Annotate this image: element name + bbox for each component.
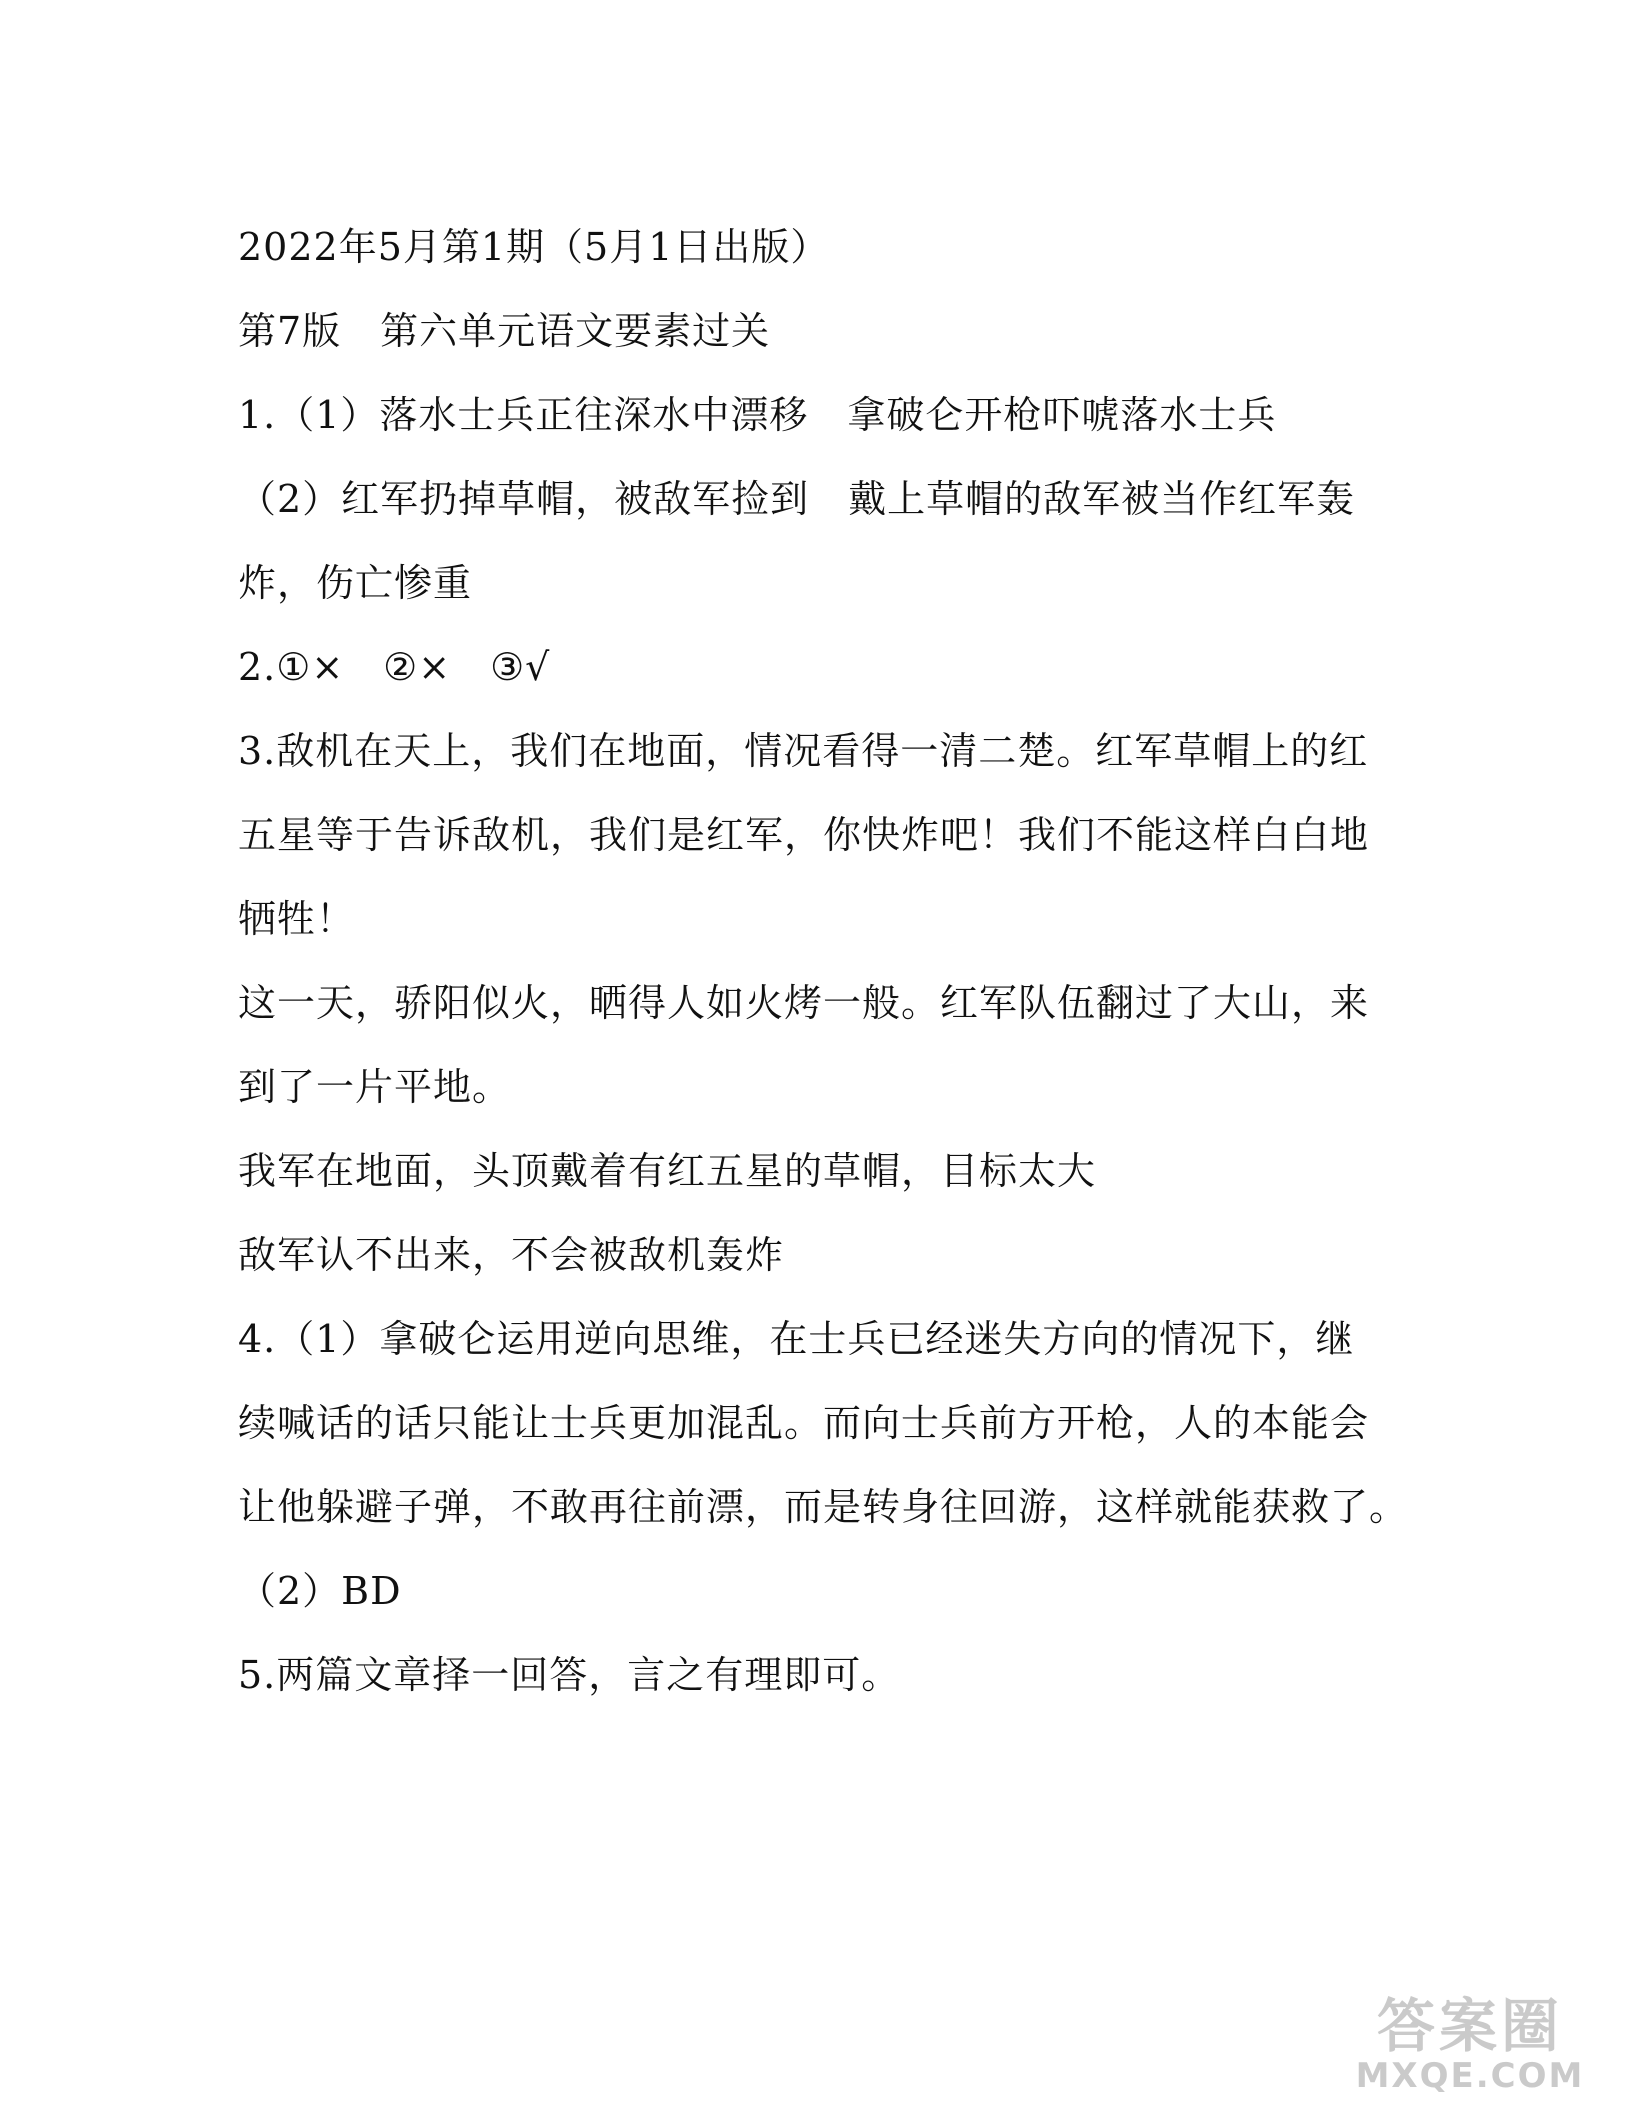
answer-line: 1.（1）落水士兵正往深水中漂移 拿破仑开枪吓唬落水士兵 xyxy=(238,393,1277,437)
answer-line: 让他躲避子弹，不敢再往前漂，而是转身往回游，这样就能获救了。 xyxy=(238,1485,1409,1529)
answer-line: 这一天，骄阳似火，晒得人如火烤一般。红军队伍翻过了大山，来 xyxy=(238,981,1370,1025)
answer-line: 炸，伤亡惨重 xyxy=(238,561,473,605)
answer-line: 敌军认不出来，不会被敌机轰炸 xyxy=(238,1233,785,1277)
site-watermark xyxy=(1330,1994,1610,2104)
answer-line: 5.两篇文章择一回答，言之有理即可。 xyxy=(238,1653,901,1697)
answer-text-block xyxy=(238,205,1409,1717)
watermark-logo-text: 答案圈 xyxy=(1376,1992,1563,2060)
issue-date-line: 2022年5月第1期（5月1日出版） xyxy=(238,225,830,269)
answer-line: 到了一片平地。 xyxy=(238,1065,512,1109)
answer-line: 4.（1）拿破仑运用逆向思维，在士兵已经迷失方向的情况下，继 xyxy=(238,1317,1355,1361)
answer-line: 续喊话的话只能让士兵更加混乱。而向士兵前方开枪，人的本能会 xyxy=(238,1401,1370,1445)
answer-line: （2）BD xyxy=(238,1569,402,1613)
answer-line: 五星等于告诉敌机，我们是红军，你快炸吧！我们不能这样白白地 xyxy=(238,813,1370,857)
answer-line: 牺牲！ xyxy=(238,897,356,941)
answer-line: 2.①× ②× ③√ xyxy=(238,645,551,689)
answer-line: 3.敌机在天上，我们在地面，情况看得一清二楚。红军草帽上的红 xyxy=(238,729,1369,773)
section-title-line: 第7版 第六单元语文要素过关 xyxy=(238,309,771,353)
answer-line: 我军在地面，头顶戴着有红五星的草帽，目标太大 xyxy=(238,1149,1097,1193)
answer-line: （2）红军扔掉草帽，被敌军捡到 戴上草帽的敌军被当作红军轰 xyxy=(238,477,1356,521)
watermark-url-text: MXQE.COM xyxy=(1355,2056,1585,2096)
